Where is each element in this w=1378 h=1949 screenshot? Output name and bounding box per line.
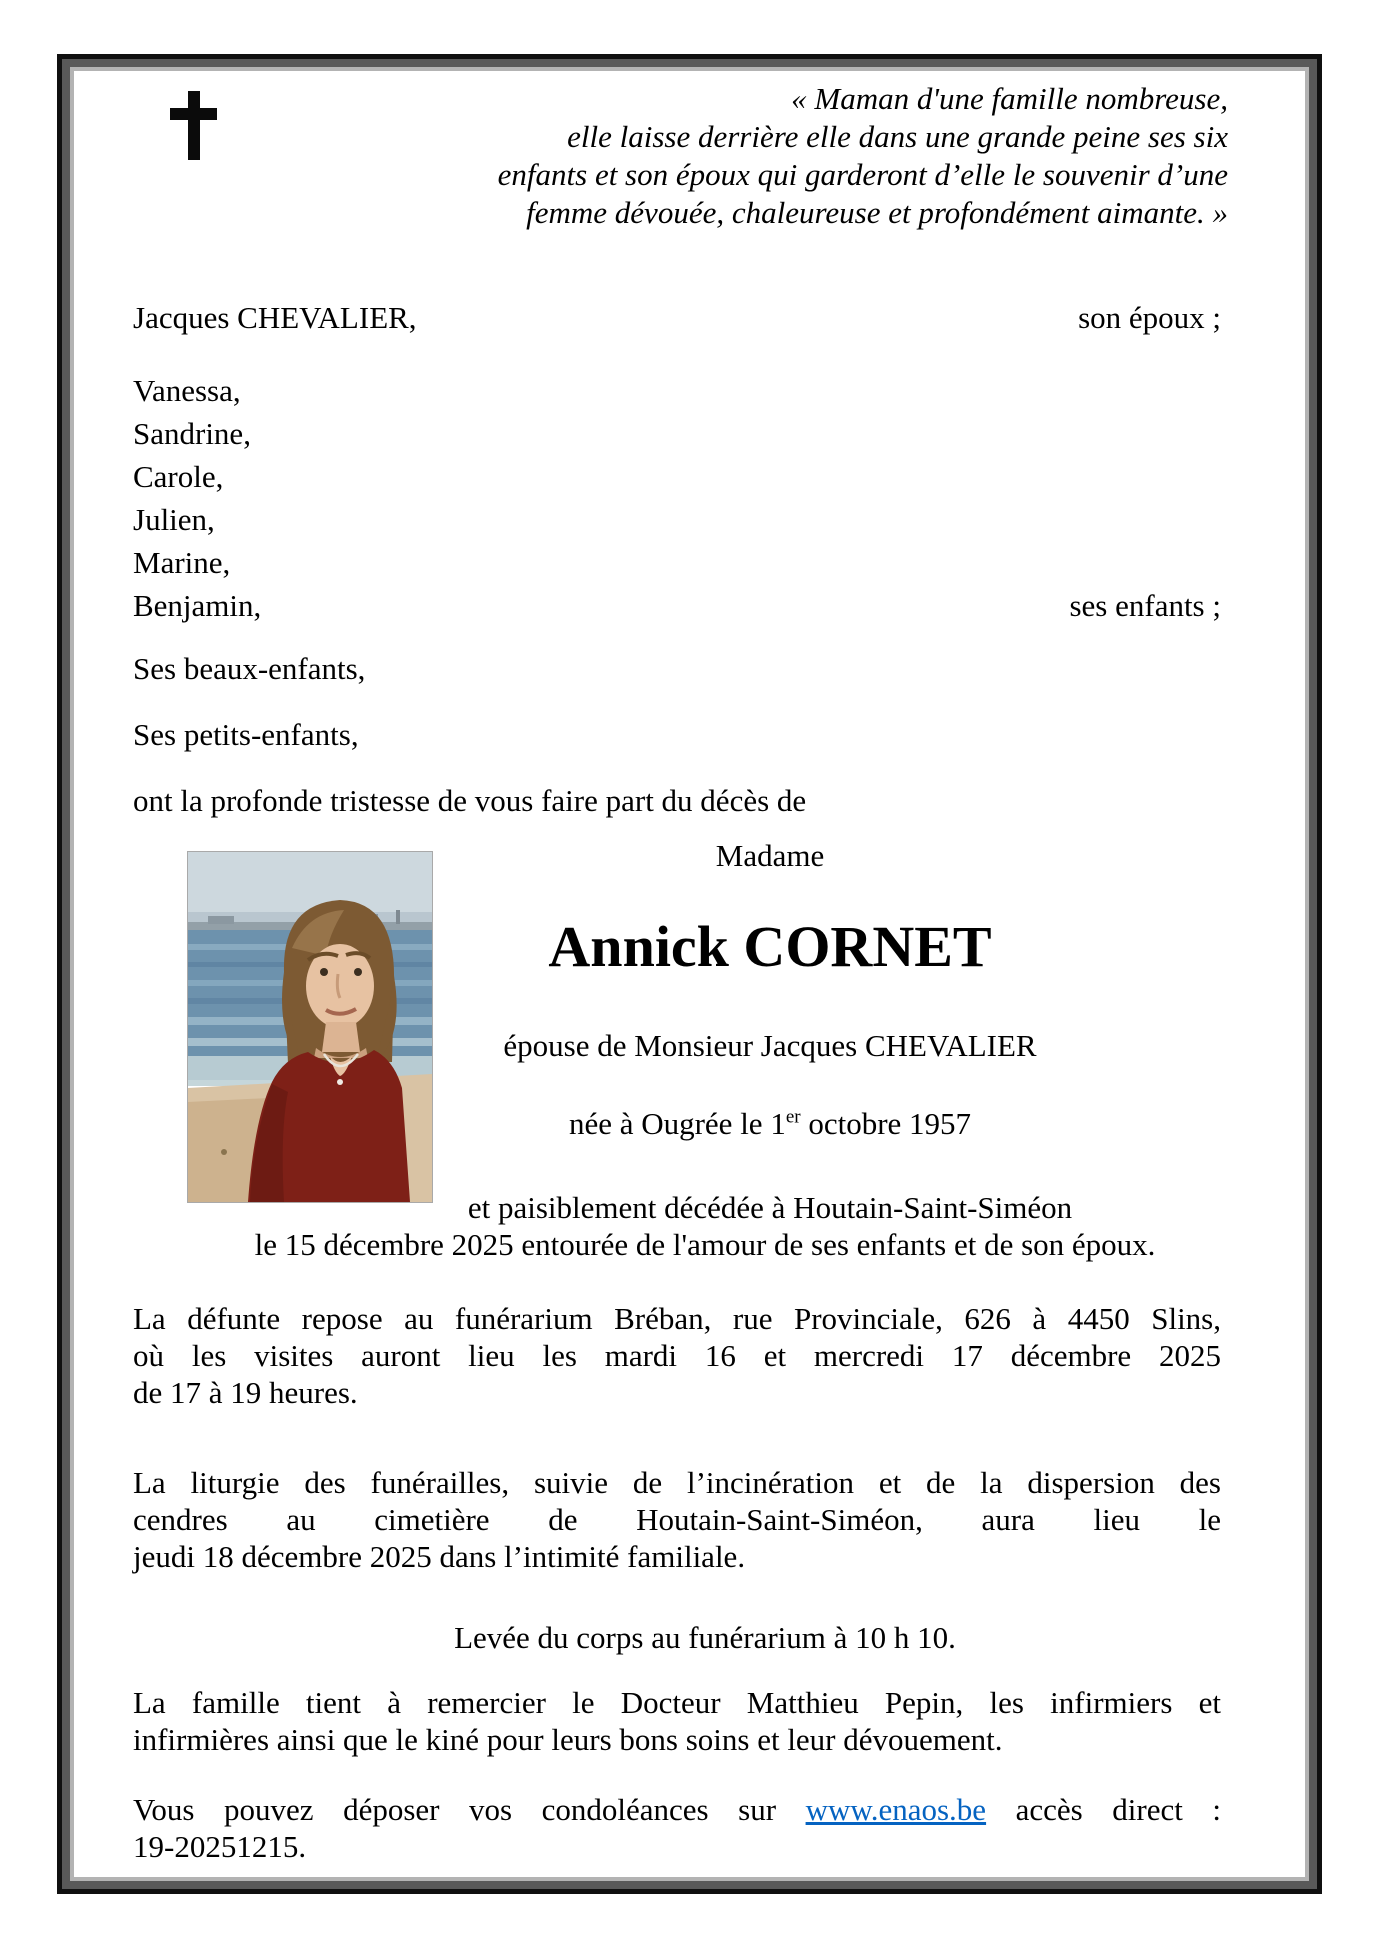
quote-line: femme dévouée, chaleureuse et profondément aimante. » bbox=[526, 195, 1228, 230]
child-name: Julien, bbox=[133, 502, 215, 537]
child-name: Benjamin, bbox=[133, 588, 262, 623]
deceased-spouse-line: épouse de Monsieur Jacques CHEVALIER bbox=[503, 1028, 1037, 1063]
birth-suffix: octobre 1957 bbox=[800, 1106, 972, 1141]
quote-line: « Maman d'une famille nombreuse, bbox=[791, 81, 1228, 116]
liturgy-line: cendres au cimetière de Houtain-Saint-Siméon, aura lieu le bbox=[133, 1502, 1221, 1537]
spouse-relation: son époux ; bbox=[1078, 300, 1221, 335]
spouse-row bbox=[133, 299, 1221, 336]
deceased-name: Annick CORNET bbox=[548, 914, 992, 979]
thanks-line: infirmières ainsi que le kiné pour leurs bons soins et leur dévouement. bbox=[133, 1722, 1003, 1757]
condolences-suffix: accès direct : bbox=[986, 1792, 1221, 1827]
children-relation: ses enfants ; bbox=[1069, 588, 1221, 623]
birth-line bbox=[310, 1105, 1230, 1142]
children-relation-row bbox=[133, 584, 1221, 627]
announcement-line: ont la profonde tristesse de vous faire part du décès de bbox=[133, 783, 807, 818]
quote-line: elle laisse derrière elle dans une grande peine ses six bbox=[567, 119, 1228, 154]
condolences-line bbox=[133, 1791, 1221, 1828]
spouse-name: Jacques CHEVALIER, bbox=[133, 300, 417, 335]
enaos-link[interactable]: www.enaos.be bbox=[805, 1792, 987, 1827]
liturgy-line: La liturgie des funérailles, suivie de l’incinération et de la dispersion des bbox=[133, 1465, 1221, 1500]
liturgy-line: jeudi 18 décembre 2025 dans l’intimité familiale. bbox=[133, 1539, 746, 1574]
repose-line: de 17 à 19 heures. bbox=[133, 1375, 358, 1410]
in-laws-line: Ses beaux-enfants, bbox=[133, 651, 366, 686]
child-name: Marine, bbox=[133, 545, 231, 580]
quote-line: enfants et son époux qui garderont d’elle le souvenir d’une bbox=[497, 157, 1228, 192]
thanks-line: La famille tient à remercier le Docteur Matthieu Pepin, les infirmiers et bbox=[133, 1685, 1221, 1720]
birth-ordinal-sup: er bbox=[785, 1106, 801, 1128]
birth-prefix: née à Ougrée le 1 bbox=[568, 1106, 786, 1141]
condolences-paragraph bbox=[133, 1791, 1221, 1865]
condolences-reference: 19-20251215. bbox=[133, 1829, 307, 1864]
memorial-quote bbox=[368, 80, 1228, 232]
deceased-title: Madame bbox=[715, 838, 825, 873]
repose-paragraph bbox=[133, 1300, 1221, 1411]
child-name: Sandrine, bbox=[133, 416, 251, 451]
grandchildren-line: Ses petits-enfants, bbox=[133, 717, 359, 752]
repose-line: où les visites auront lieu les mardi 16 et mercredi 17 décembre 2025 bbox=[133, 1338, 1221, 1373]
death-line-2: le 15 décembre 2025 entourée de l'amour de ses enfants et de son époux. bbox=[254, 1227, 1156, 1262]
repose-line: La défunte repose au funérarium Bréban, rue Provinciale, 626 à 4450 Slins, bbox=[133, 1301, 1221, 1336]
thanks-paragraph bbox=[133, 1684, 1221, 1758]
condolences-prefix: Vous pouvez déposer vos condoléances sur bbox=[133, 1792, 806, 1827]
latin-cross-icon bbox=[170, 91, 217, 160]
children-list bbox=[133, 369, 1221, 627]
child-name: Carole, bbox=[133, 459, 224, 494]
liturgy-paragraph bbox=[133, 1464, 1221, 1575]
levee-line: Levée du corps au funérarium à 10 h 10. bbox=[454, 1620, 956, 1655]
death-line-1: et paisiblement décédée à Houtain-Saint-Siméon bbox=[467, 1190, 1073, 1225]
child-name: Vanessa, bbox=[133, 373, 241, 408]
